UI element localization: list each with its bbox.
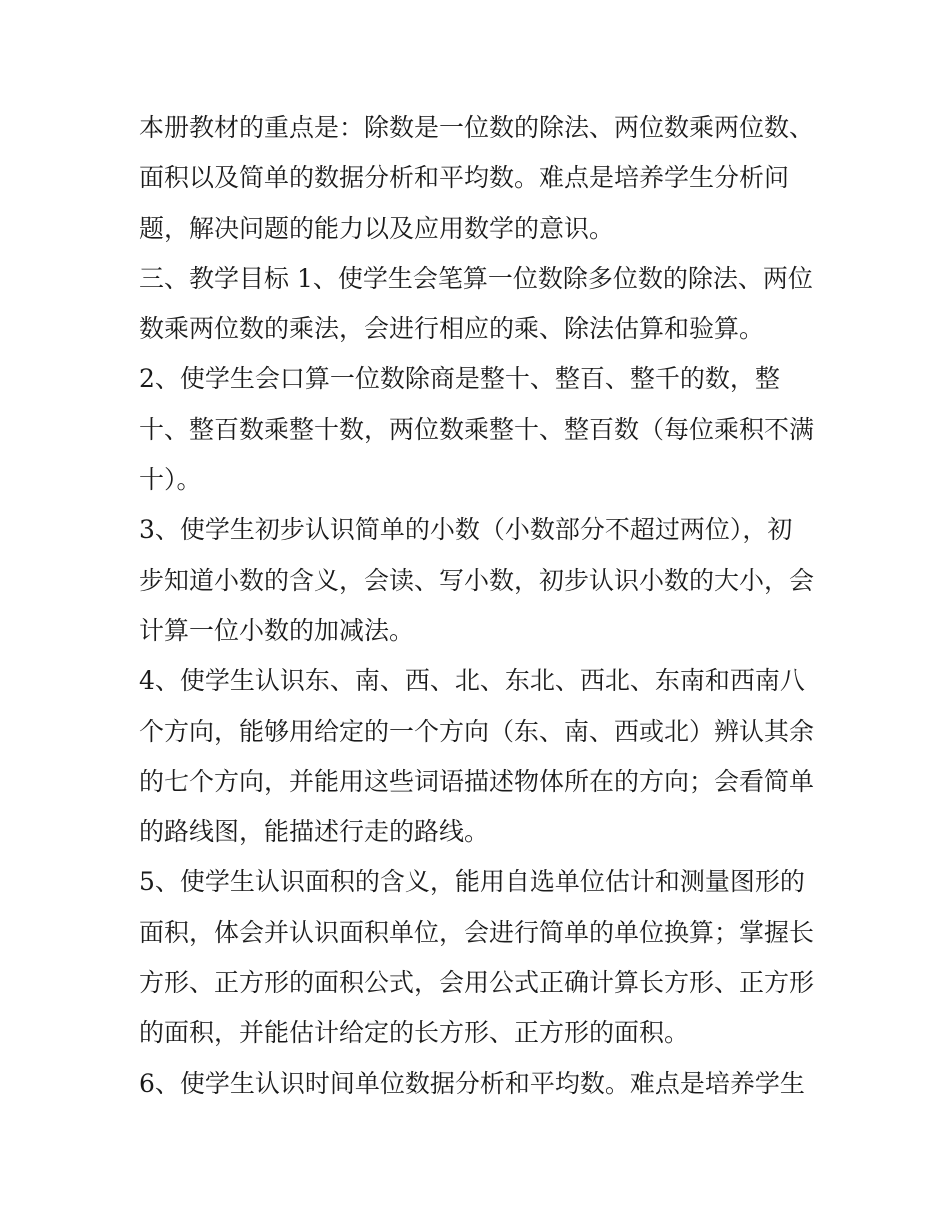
- text-line: 方形、正方形的面积公式，会用公式正确计算长方形、正方形: [139, 968, 815, 998]
- text-line: 5、使学生认识面积的含义，能用自选单位估计和测量图形的: [139, 867, 805, 897]
- text-line: 的路线图，能描述行走的路线。: [139, 817, 490, 847]
- text-line: 三、教学目标 1、使学生会笔算一位数除多位数的除法、两位: [139, 263, 813, 293]
- text-line: 的七个方向，并能用这些词语描述物体所在的方向；会看简单: [139, 766, 815, 796]
- text-line: 计算一位小数的加减法。: [139, 615, 415, 645]
- text-line: 题，解决问题的能力以及应用数学的意识。: [139, 213, 615, 243]
- text-line: 2、使学生会口算一位数除商是整十、整百、整千的数，整: [139, 364, 780, 394]
- text-line: 面积，体会并认识面积单位，会进行简单的单位换算；掌握长: [139, 917, 815, 947]
- text-line: 个方向，能够用给定的一个方向（东、南、西或北）辨认其余: [139, 716, 815, 746]
- text-line: 数乘两位数的乘法，会进行相应的乘、除法估算和验算。: [139, 314, 765, 344]
- body-text: [139, 103, 819, 1109]
- text-line: 4、使学生认识东、南、西、北、东北、西北、东南和西南八: [139, 666, 805, 696]
- text-line: 本册教材的重点是：除数是一位数的除法、两位数乘两位数、: [139, 113, 815, 142]
- text-line: 十、整百数乘整十数，两位数乘整十、整百数（每位乘积不满: [139, 414, 815, 444]
- text-line: 6、使学生认识时间单位数据分析和平均数。难点是培养学生: [139, 1068, 805, 1098]
- text-line: 步知道小数的含义，会读、写小数，初步认识小数的大小，会: [139, 565, 815, 595]
- text-line: 面积以及简单的数据分析和平均数。难点是培养学生分析问: [139, 163, 790, 193]
- text-line: 3、使学生初步认识简单的小数（小数部分不超过两位），初: [139, 515, 793, 545]
- text-line: 十）。: [139, 465, 202, 495]
- text-line: 的面积，并能估计给定的长方形、正方形的面积。: [139, 1018, 690, 1048]
